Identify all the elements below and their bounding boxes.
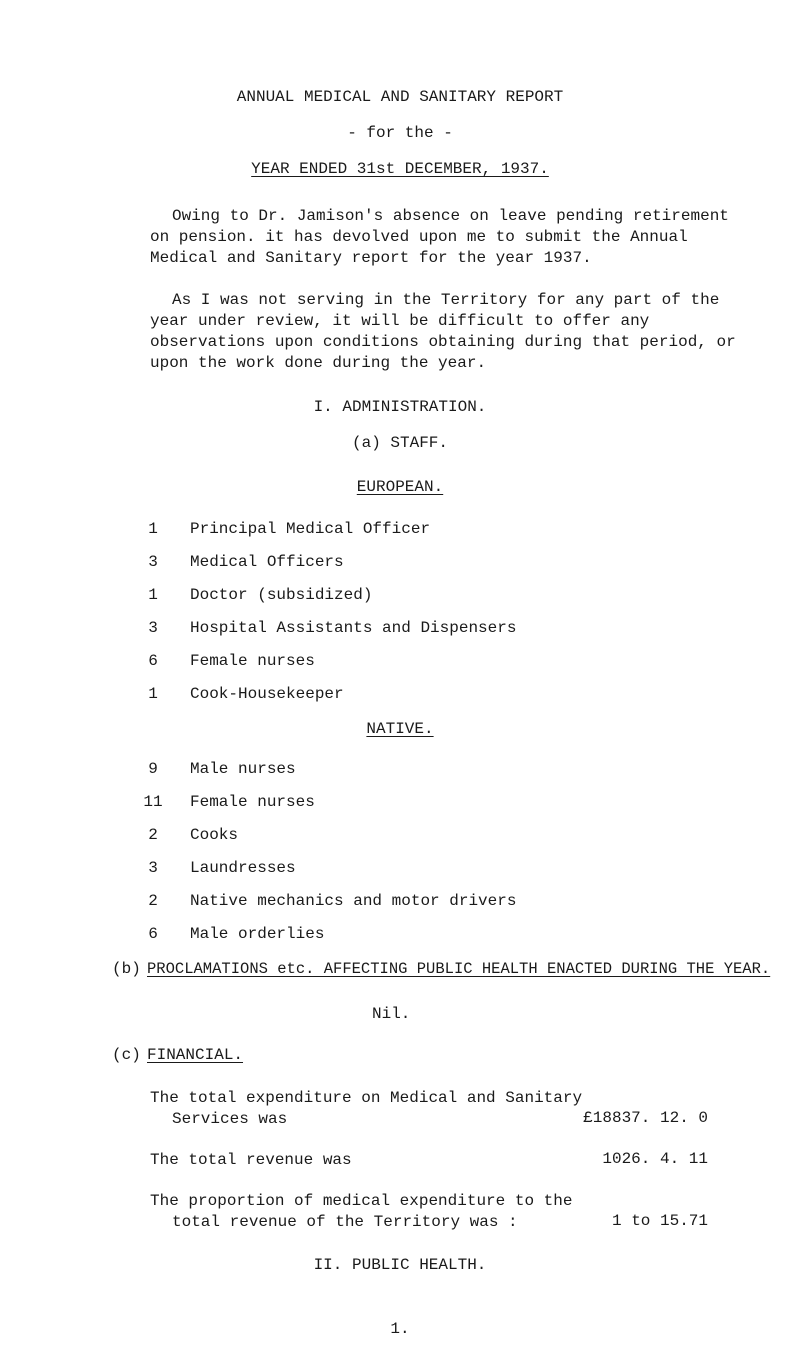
proclamations-value: Nil.	[372, 1005, 411, 1023]
subsection-c-label: (c)	[112, 1046, 141, 1064]
staff-label: Female nurses	[190, 793, 315, 811]
staff-label: Hospital Assistants and Dispensers	[190, 619, 517, 637]
staff-label: Female nurses	[190, 652, 315, 670]
for-the-line: - for the -	[347, 124, 453, 142]
staff-count: 2	[148, 826, 158, 844]
staff-count: 11	[143, 793, 163, 811]
section-public-health-heading: II. PUBLIC HEALTH.	[313, 1256, 487, 1274]
staff-label: Male nurses	[190, 760, 296, 778]
staff-count: 1	[148, 685, 158, 703]
staff-count: 3	[148, 553, 158, 571]
staff-count: 3	[148, 859, 158, 877]
expenditure-label-line2: Services was	[172, 1110, 288, 1128]
staff-count: 6	[148, 652, 158, 670]
expenditure-value: £18837. 12. 0	[583, 1109, 708, 1127]
proportion-label-line2: total revenue of the Territory was :	[172, 1213, 518, 1231]
staff-count: 9	[148, 760, 158, 778]
staff-label: Cooks	[190, 826, 239, 844]
staff-label: Doctor (subsidized)	[190, 586, 373, 604]
staff-count: 1	[148, 586, 158, 604]
revenue-value: 1026. 4. 11	[602, 1150, 708, 1168]
staff-label: Medical Officers	[190, 553, 344, 571]
expenditure-label-line1: The total expenditure on Medical and Sanitary	[150, 1089, 583, 1107]
staff-label: Principal Medical Officer	[190, 520, 431, 538]
section-administration-heading: I. ADMINISTRATION.	[313, 398, 487, 416]
year-line: YEAR ENDED 31st DECEMBER, 1937.	[251, 160, 549, 178]
proportion-value: 1 to 15.71	[611, 1212, 708, 1230]
proportion-label-line1: The proportion of medical expenditure to the	[150, 1192, 573, 1210]
subsection-b-label: (b)	[112, 960, 141, 978]
native-heading: NATIVE.	[366, 720, 434, 738]
european-heading: EUROPEAN.	[356, 478, 444, 496]
staff-label: Male orderlies	[190, 925, 325, 943]
intro-paragraph-2: As I was not serving in the Territory for any part of the year under review, it will be difficult to offer any observations upon conditions obtaining during that period, or upon the work done during the year.	[150, 291, 736, 372]
intro-paragraph-1: Owing to Dr. Jamison's absence on leave pending retirement on pension. it has devolved upon me to submit the Annual Medical and Sanitary report for the year 1937.	[150, 207, 729, 267]
staff-count: 2	[148, 892, 158, 910]
report-title: ANNUAL MEDICAL AND SANITARY REPORT	[236, 88, 564, 106]
page-number: 1.	[390, 1320, 410, 1338]
staff-label: Laundresses	[190, 859, 296, 877]
proclamations-heading: PROCLAMATIONS etc. AFFECTING PUBLIC HEALTH ENACTED DURING THE YEAR.	[147, 960, 771, 978]
staff-subheading: (a) STAFF.	[351, 434, 448, 452]
financial-heading: FINANCIAL.	[147, 1046, 244, 1064]
staff-count: 1	[148, 520, 158, 538]
staff-label: Native mechanics and motor drivers	[190, 892, 517, 910]
staff-count: 3	[148, 619, 158, 637]
staff-label: Cook-Housekeeper	[190, 685, 344, 703]
revenue-label: The total revenue was	[150, 1151, 352, 1169]
staff-count: 6	[148, 925, 158, 943]
